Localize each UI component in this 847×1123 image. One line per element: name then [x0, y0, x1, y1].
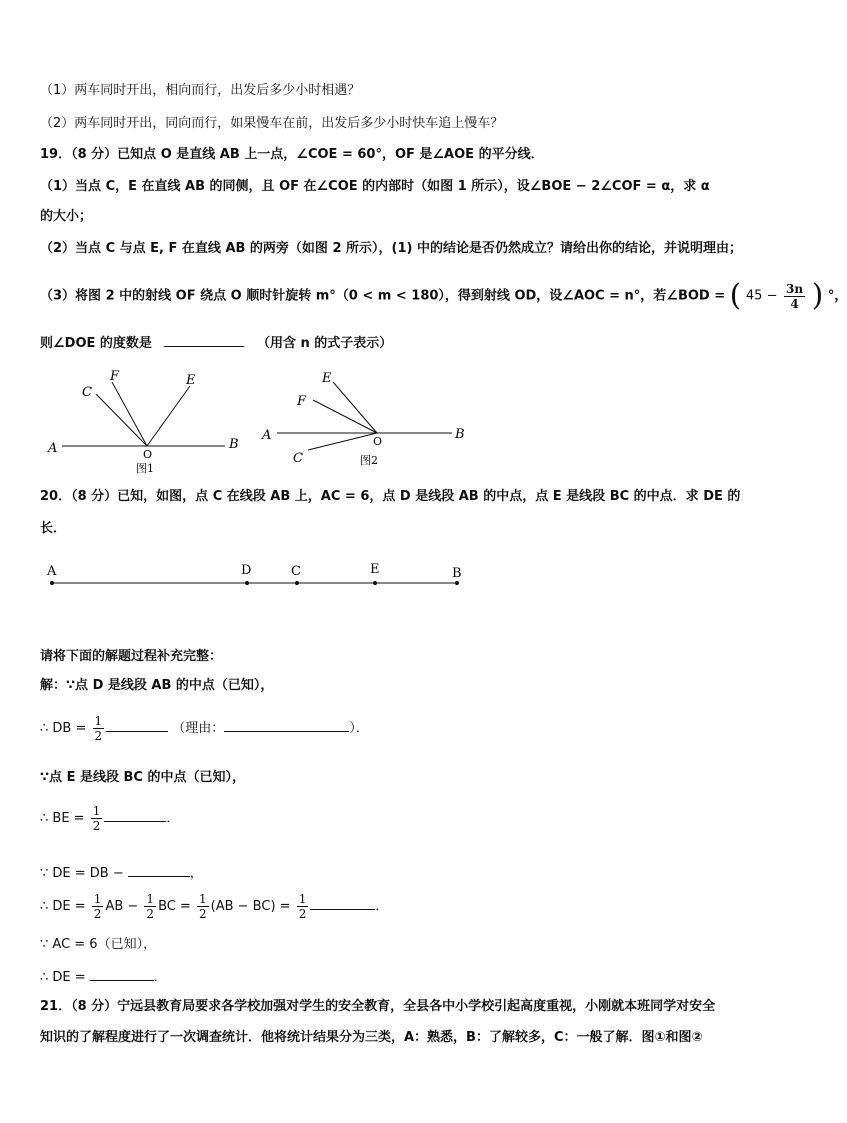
q20-intro-cont: 长． — [40, 521, 67, 536]
seg-label-e: E — [370, 562, 380, 577]
fig1-label-e: E — [186, 373, 196, 388]
blank-db[interactable] — [106, 717, 168, 732]
figure-2 — [261, 371, 465, 467]
half-fraction — [144, 892, 156, 921]
half-numerator: 1 — [93, 892, 102, 906]
figure-1 — [47, 369, 239, 475]
q20-step2-reason: （理由： — [172, 721, 225, 736]
q20-step4 — [40, 802, 179, 836]
point-c — [295, 581, 299, 585]
fig1-label-o: O — [143, 448, 153, 461]
fig1-label-b: B — [229, 437, 239, 452]
q20-step5-end: ， — [189, 866, 203, 881]
half-denominator: 2 — [146, 907, 155, 921]
half-numerator: 1 — [298, 892, 307, 906]
fig2-label-a: A — [262, 428, 272, 443]
q19-part2: （2）当点 C 与点 E, F 在直线 AB 的两旁（如图 2 所示），(1) 中的结论是否仍然成立？请给出你的结论，并说明理由； — [40, 241, 742, 256]
half-numerator: 1 — [94, 714, 103, 728]
fraction-denominator: 4 — [790, 296, 799, 311]
point-a — [50, 581, 54, 585]
fig1-label-f: F — [110, 369, 120, 384]
q20-step6 — [40, 890, 388, 924]
half-fraction — [197, 892, 209, 921]
seg-label-d: D — [241, 563, 252, 578]
q20-step7: ∵ AC = 6（已知）， — [40, 937, 157, 952]
fig2-label-o: O — [373, 435, 383, 448]
figures-19 — [0, 362, 794, 482]
half-denominator: 2 — [199, 907, 207, 921]
left-paren: ( — [729, 278, 742, 313]
right-paren: ) — [811, 278, 824, 313]
q20-step1: 解：∵点 D 是线段 AB 的中点（已知）， — [40, 678, 274, 693]
blank-de-final[interactable] — [90, 966, 154, 981]
point-e — [373, 581, 377, 585]
blank-de-expr[interactable] — [310, 895, 375, 910]
q20-step8-lhs: ∴ DE = — [40, 970, 86, 985]
q20-step6-lhs: ∴ DE = — [40, 899, 86, 914]
q20-intro: 20．（8 分）已知，如图，点 C 在线段 AB 上，AC = 6，点 D 是线段 AB 的中点，点 E 是线段 BC 的中点．求 DE 的 — [40, 489, 741, 504]
half-fraction — [93, 714, 105, 743]
q18-part2: （2）两车同时开出，同向而行，如果慢车在前，出发后多少小时快车追上慢车？ — [40, 116, 504, 131]
fig1-caption: 图1 — [136, 462, 154, 475]
point-b — [455, 581, 459, 585]
q20-step6-paren: (AB − BC) = — [210, 899, 291, 914]
q19-part3-text: （3）将图 2 中的射线 OF 绕点 O 顺时针旋转 m°（0 < m < 180），得到射线 OD，设∠AOC = n°，若∠BOD = — [40, 288, 726, 304]
seg-label-c: C — [291, 564, 301, 579]
blank-reason[interactable] — [224, 717, 349, 732]
fig2-label-b: B — [455, 427, 465, 442]
q20-step3: ∵点 E 是线段 BC 的中点（已知）， — [40, 770, 245, 785]
blank-de-sub[interactable] — [128, 862, 190, 877]
fraction-numerator: 3n — [786, 281, 804, 296]
fig1-label-a: A — [48, 441, 58, 456]
q19-answer-note: （用含 n 的式子表示） — [256, 336, 393, 351]
q20-step2 — [40, 712, 369, 746]
half-numerator: 1 — [92, 804, 101, 818]
q20-step5 — [40, 862, 203, 883]
q20-step6-bc: BC = — [158, 899, 191, 914]
q20-step8-end: ． — [153, 970, 167, 985]
seg-label-b: B — [452, 566, 462, 581]
half-denominator: 2 — [92, 819, 101, 833]
q19-part3-end: °， — [827, 288, 847, 304]
q19-intro: 19．（8 分）已知点 O 是直线 AB 上一点，∠COE = 60°，OF 是∠AOE 的平分线． — [40, 147, 544, 162]
fig2-label-f: F — [297, 394, 307, 409]
half-fraction — [92, 892, 104, 921]
blank-be[interactable] — [104, 807, 166, 822]
q20-step6-ab: AB − — [105, 899, 139, 914]
half-denominator: 2 — [298, 907, 307, 921]
q19-part3-expr: 45 − — [745, 288, 778, 304]
q21-intro: 21．（8 分）宁远县教育局要求各学校加强对学生的安全教育，全县各中小学校引起高度重视，小刚就本班同学对安全 — [40, 999, 716, 1014]
q20-step4-lhs: ∴ BE = — [40, 811, 85, 826]
q20-step2-lhs: ∴ DB = — [40, 721, 87, 736]
half-numerator: 1 — [199, 892, 207, 906]
half-fraction — [297, 892, 309, 921]
q19-part3 — [40, 278, 847, 315]
q20-step5-lhs: ∵ DE = DB − — [40, 866, 124, 881]
segment-diagram — [0, 556, 794, 606]
fraction-3n-4 — [784, 282, 805, 311]
q20-instruction: 请将下面的解题过程补充完整： — [40, 649, 223, 664]
answer-blank[interactable] — [164, 332, 244, 347]
q21-intro-cont: 知识的了解程度进行了一次调查统计．他将统计结果分为三类，A：熟悉，B：了解较多，C：一般了解．图①和图② — [40, 1030, 703, 1045]
q19-part1: （1）当点 C，E 在直线 AB 的同侧，且 OF 在∠COE 的内部时（如图 1 所示），设∠BOE − 2∠COF = α，求 α — [40, 179, 710, 194]
fig1-label-c: C — [82, 385, 92, 400]
q20-step6-end: ． — [375, 899, 389, 914]
point-d — [245, 581, 249, 585]
q19-part3-answer — [40, 332, 392, 353]
q20-step2-end: ）． — [349, 721, 369, 736]
fig2-label-c: C — [293, 451, 303, 466]
seg-label-a: A — [47, 564, 57, 579]
q19-part1-cont: 的大小； — [40, 209, 93, 224]
half-fraction — [91, 804, 103, 833]
fig2-caption: 图2 — [360, 454, 378, 467]
fig2-label-e: E — [322, 371, 332, 386]
q20-step4-end: ． — [166, 811, 180, 826]
q19-answer-label: 则∠DOE 的度数是 — [40, 336, 152, 351]
q20-step8 — [40, 966, 167, 987]
half-denominator: 2 — [94, 729, 103, 743]
half-numerator: 1 — [146, 892, 155, 906]
half-denominator: 2 — [93, 907, 102, 921]
q18-part1: （1）两车同时开出，相向而行，出发后多少小时相遇？ — [40, 83, 361, 98]
